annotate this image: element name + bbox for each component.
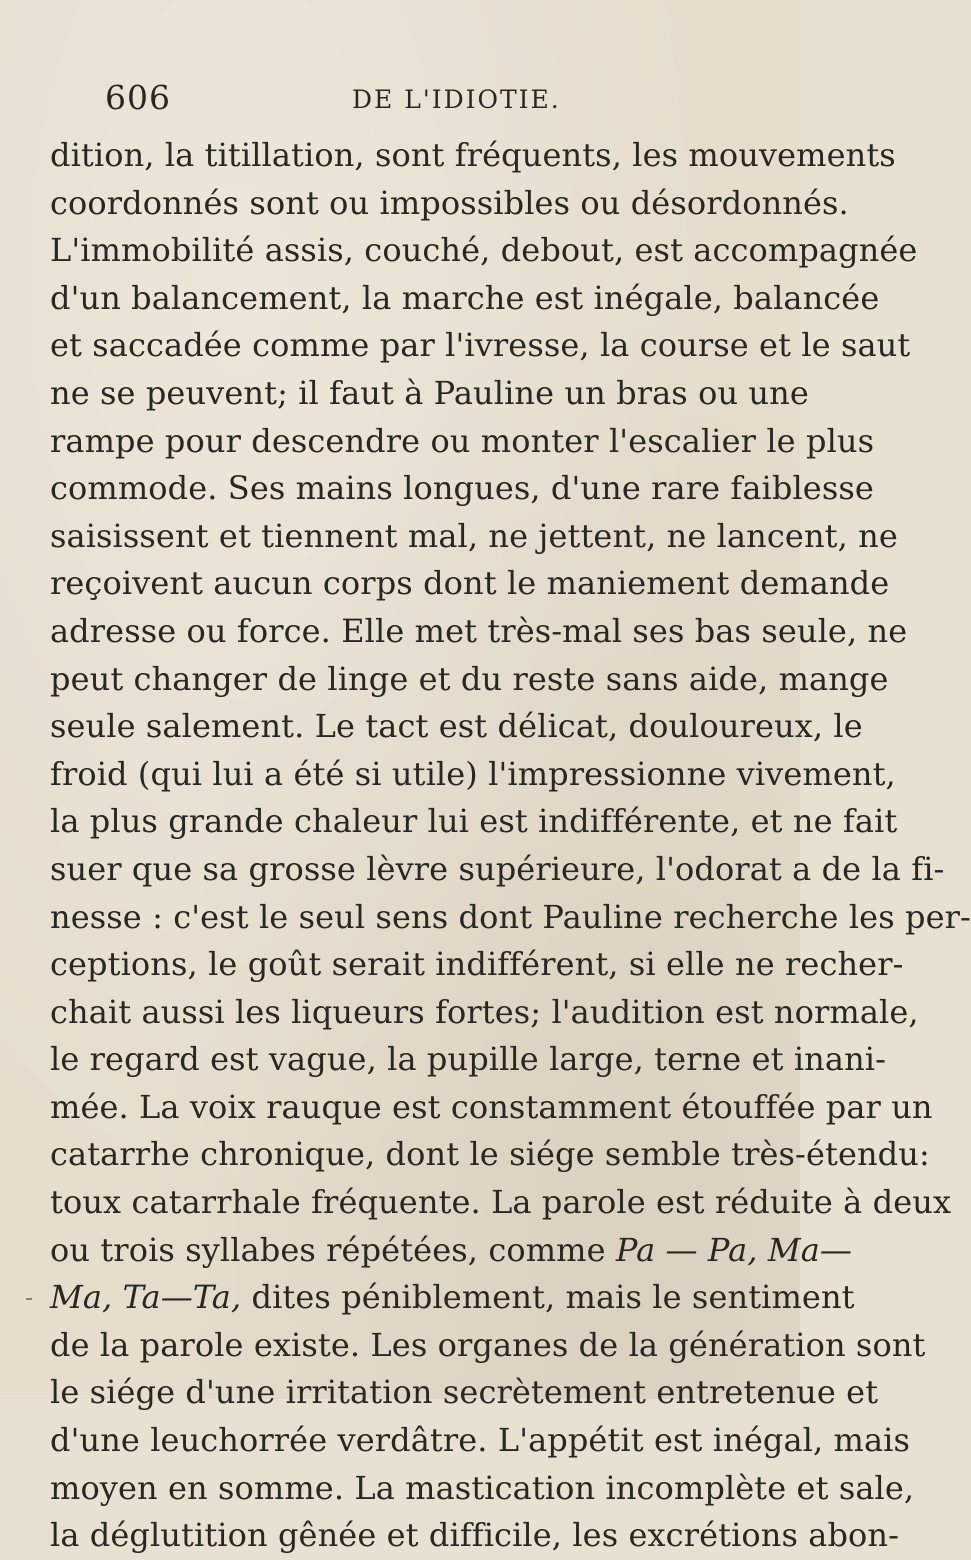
text-line: seule salement. Le tact est délicat, douloureux, le <box>50 707 863 746</box>
italic-fragment: Ma, Ta—Ta, <box>50 1278 242 1317</box>
text-line: catarrhe chronique, dont le siége semble très-étendu: <box>50 1135 930 1174</box>
text-line: toux catarrhale fréquente. La parole est réduite à deux <box>50 1183 952 1222</box>
text-line: dition, la titillation, sont fréquents, les mouvements <box>50 136 896 174</box>
text-line: coordonnés sont ou impossibles ou désordonnés. <box>50 183 849 222</box>
text-line: d'une leuchorrée verdâtre. L'appétit est inégal, mais <box>50 1421 910 1460</box>
text-line: rampe pour descendre ou monter l'escalier le plus <box>50 421 875 460</box>
page-number: 606 <box>105 78 171 117</box>
text-line: chait aussi les liqueurs fortes; l'audition est normale, <box>50 992 919 1031</box>
running-title: DE L'IDIOTIE. <box>352 85 561 114</box>
text-line: la déglutition gênée et difficile, les excrétions abon- <box>50 1516 900 1555</box>
text-line: de la parole existe. Les organes de la génération sont <box>50 1325 926 1364</box>
text-line: le siége d'une irritation secrètement entretenue et <box>50 1373 879 1412</box>
text-line: L'immobilité assis, couché, debout, est accompagnée <box>50 231 918 270</box>
text-line: adresse ou force. Elle met très-mal ses bas seule, ne <box>50 611 908 650</box>
text-fragment: dites péniblement, mais le sentiment <box>241 1278 855 1317</box>
text-line: mée. La voix rauque est constamment étouffée par un <box>50 1087 933 1126</box>
running-head <box>105 76 765 120</box>
text-line: commode. Ses mains longues, d'une rare faiblesse <box>50 469 874 508</box>
text-line: reçoivent aucun corps dont le maniement demande <box>50 564 890 603</box>
body-text <box>50 132 971 1560</box>
text-line: et saccadée comme par l'ivresse, la course et le saut <box>50 326 911 365</box>
text-line: nesse : c'est le seul sens dont Pauline recherche les per- <box>50 897 971 936</box>
text-line: ceptions, le goût serait indifférent, si elle ne recher- <box>50 945 904 984</box>
text-line: ne se peuvent; il faut à Pauline un bras ou une <box>50 373 809 412</box>
text-line: peut changer de linge et du reste sans aide, mange <box>50 659 889 698</box>
text-line: la plus grande chaleur lui est indifférente, et ne fait <box>50 802 898 841</box>
text-line-with-italic <box>50 1227 852 1275</box>
italic-fragment: Pa — Pa, Ma— <box>615 1230 852 1269</box>
margin-mark <box>26 1298 32 1300</box>
text-line: saisissent et tiennent mal, ne jettent, ne lancent, ne <box>50 516 898 555</box>
text-line: d'un balancement, la marche est inégale, balancée <box>50 278 880 317</box>
text-line: moyen en somme. La mastication incomplète et sale, <box>50 1468 915 1507</box>
text-line: le regard est vague, la pupille large, terne et inani- <box>50 1040 887 1079</box>
text-line: suer que sa grosse lèvre supérieure, l'odorat a de la fi- <box>50 849 945 888</box>
text-line: froid (qui lui a été si utile) l'impressionne vivement, <box>50 754 896 793</box>
text-fragment: ou trois syllabes répétées, comme <box>50 1230 616 1269</box>
text-line-with-italic <box>50 1274 855 1322</box>
